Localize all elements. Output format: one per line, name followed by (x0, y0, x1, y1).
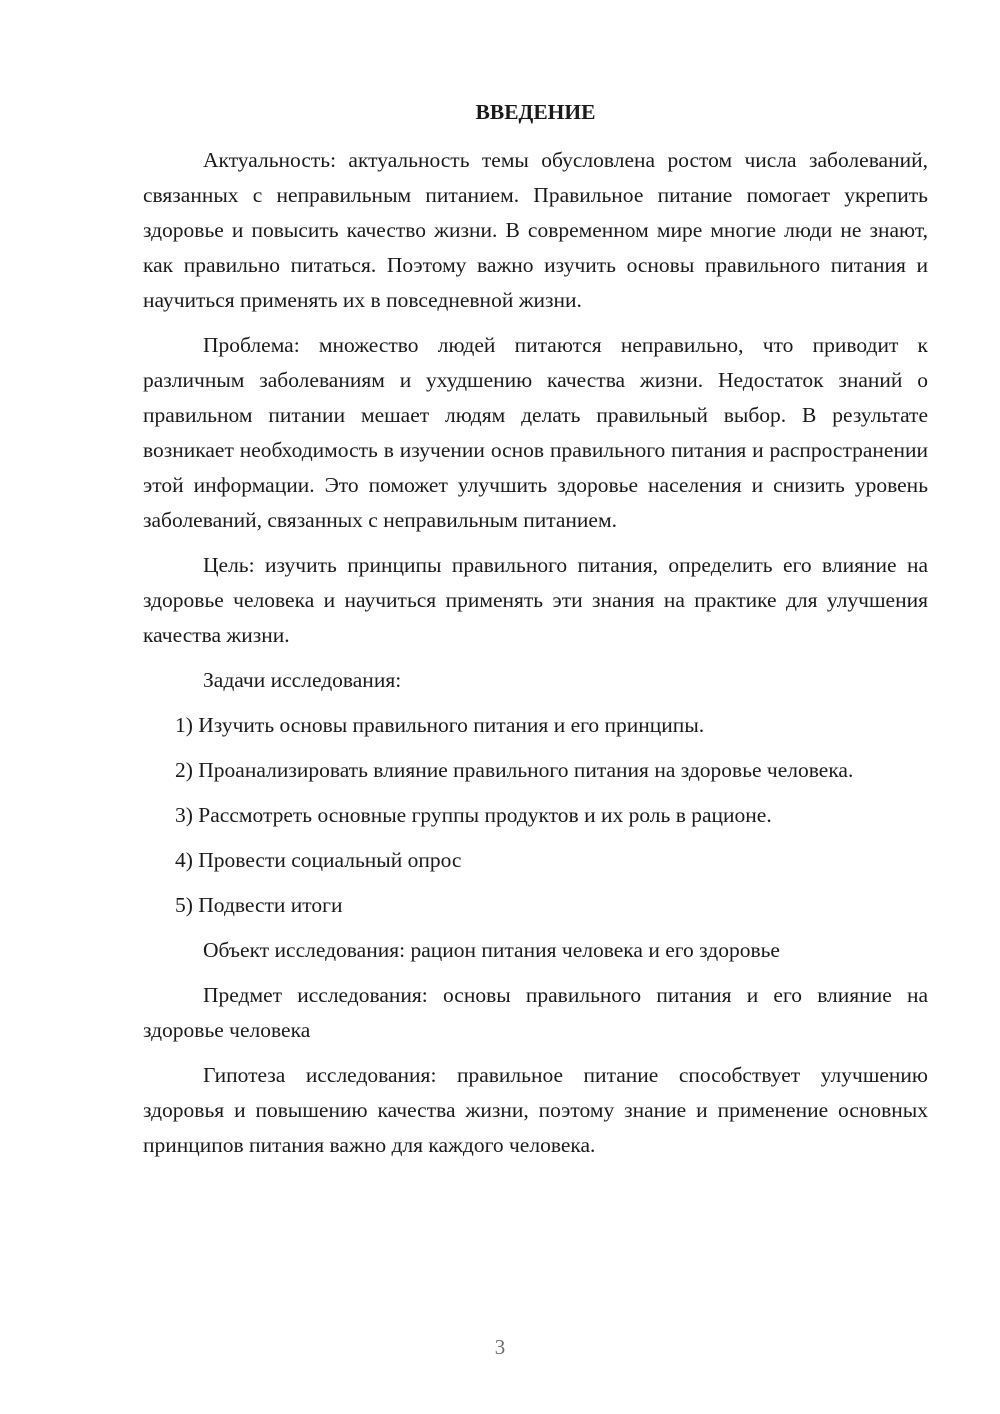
subject-paragraph: Предмет исследования: основы правильного питания и его влияние на здоровье человека (143, 983, 928, 1042)
tasks-heading: Задачи исследования: (203, 668, 402, 692)
goal-paragraph: Цель: изучить принципы правильного питания, определить его влияние на здоровье человека и научиться применять эти знания на практике для улучшения качества жизни. (143, 553, 928, 647)
page-number: 3 (494, 1335, 506, 1359)
task-item-5: 5) Подвести итоги (175, 893, 343, 917)
task-item-4: 4) Провести социальный опрос (175, 848, 462, 872)
task-item-2: 2) Проанализировать влияние правильного питания на здоровье человека. (175, 758, 854, 782)
hypothesis-paragraph: Гипотеза исследования: правильное питание способствует улучшению здоровья и повышению качества жизни, поэтому знание и применение основных принципов питания важно для каждого человека. (143, 1063, 928, 1157)
problem-paragraph: Проблема: множество людей питаются неправильно, что приводит к различным заболеваниям и ухудшению качества жизни. Недостаток знаний о правильном питании мешает людям делать правильный выбор. В результате возникает необходимость в изучении основ правильного питания и распространении этой информации. Это поможет улучшить здоровье населения и снизить уровень заболеваний, связанных с неправильным питанием. (143, 333, 928, 532)
task-item-1: 1) Изучить основы правильного питания и его принципы. (175, 713, 705, 737)
document-page (143, 95, 928, 1173)
task-item-3: 3) Рассмотреть основные группы продуктов и их роль в рационе. (175, 803, 772, 827)
section-title: ВВЕДЕНИЕ (475, 100, 596, 124)
relevance-paragraph: Актуальность: актуальность темы обусловлена ростом числа заболеваний, связанных с неправильным питанием. Правильное питание помогает укрепить здоровье и повысить качество жизни. В современном мире многие люди не знают, как правильно питаться. Поэтому важно изучить основы правильного питания и научиться применять их в повседневной жизни. (143, 148, 928, 312)
object-paragraph: Объект исследования: рацион питания человека и его здоровье (203, 938, 780, 962)
